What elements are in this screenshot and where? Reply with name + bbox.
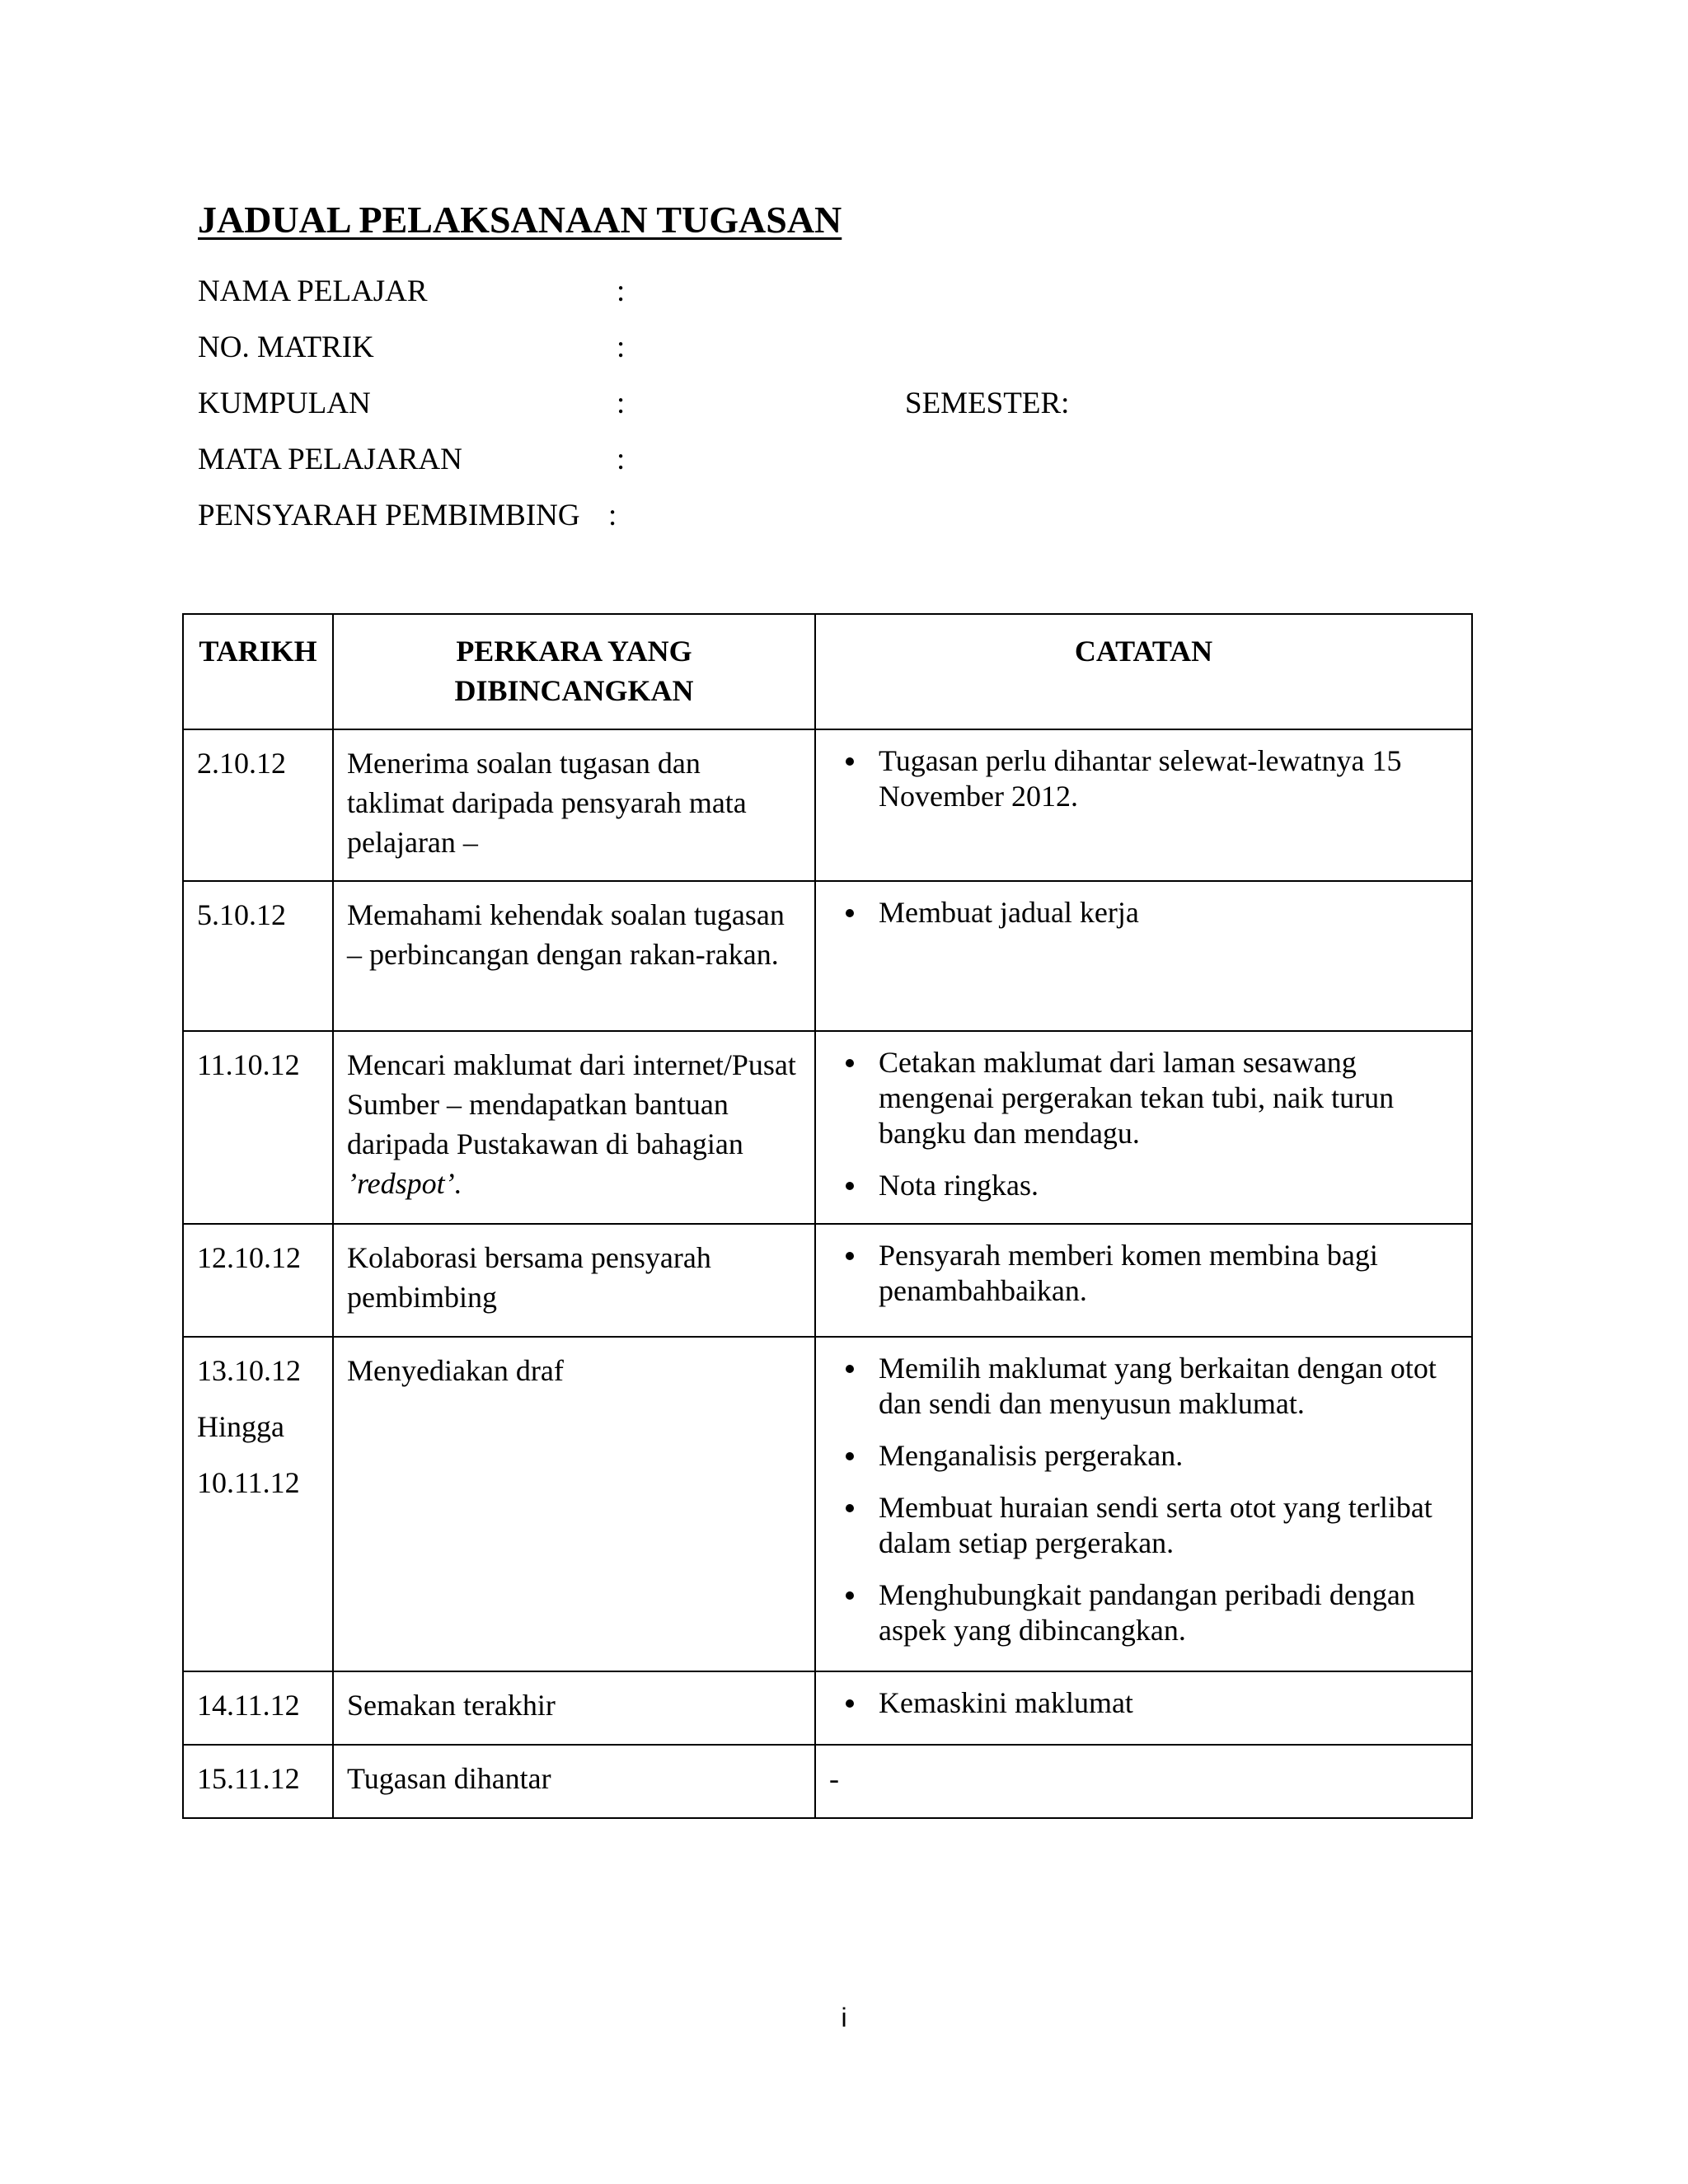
note-item: Kemaskini maklumat xyxy=(879,1685,1458,1721)
note-item: Menganalisis pergerakan. xyxy=(879,1438,1458,1474)
document-title: JADUAL PELAKSANAAN TUGASAN xyxy=(198,199,842,241)
notes-list xyxy=(829,1351,1458,1648)
note-item: Membuat jadual kerja xyxy=(879,895,1458,930)
header-topic: PERKARA YANG DIBINCANGKAN xyxy=(333,614,815,729)
info-label: KUMPULAN xyxy=(198,387,371,420)
table-row xyxy=(183,1745,1472,1818)
notes-cell xyxy=(815,729,1472,881)
info-label: NO. MATRIK xyxy=(198,330,374,364)
info-colon: : xyxy=(617,443,626,476)
info-label: MATA PELAJARAN xyxy=(198,443,462,476)
topic-cell: Kolaborasi bersama pensyarah pembimbing xyxy=(333,1224,815,1337)
notes-cell xyxy=(815,1031,1472,1224)
table-row xyxy=(183,881,1472,1031)
note-item: Pensyarah memberi komen membina bagi penambahbaikan. xyxy=(879,1238,1458,1309)
date-cell: 11.10.12 xyxy=(183,1031,333,1224)
info-label: NAMA PELAJAR xyxy=(198,274,428,308)
date-end: 10.11.12 xyxy=(197,1466,300,1499)
header-notes: CATATAN xyxy=(815,614,1472,729)
note-item: Tugasan perlu dihantar selewat-lewatnya 15 November 2012. xyxy=(879,743,1458,814)
table-row xyxy=(183,1337,1472,1671)
topic-cell: Semakan terakhir xyxy=(333,1671,815,1745)
header-date: TARIKH xyxy=(183,614,333,729)
schedule-table xyxy=(182,613,1473,1819)
note-item: Memilih maklumat yang berkaitan dengan otot dan sendi dan menyusun maklumat. xyxy=(879,1351,1458,1422)
date-cell xyxy=(183,1337,333,1671)
topic-cell: Memahami kehendak soalan tugasan – perbincangan dengan rakan-rakan. xyxy=(333,881,815,1031)
info-colon: : xyxy=(617,387,626,420)
page-number: i xyxy=(841,2003,847,2032)
note-item: Nota ringkas. xyxy=(879,1168,1458,1203)
topic-italic-text: ’redspot’. xyxy=(347,1167,462,1200)
notes-list xyxy=(829,895,1458,930)
info-colon: : xyxy=(608,499,617,532)
info-label: PENSYARAH PEMBIMBING xyxy=(198,499,580,532)
date-cell: 5.10.12 xyxy=(183,881,333,1031)
notes-list xyxy=(829,1685,1458,1721)
topic-cell: Menerima soalan tugasan dan taklimat daripada pensyarah mata pelajaran – xyxy=(333,729,815,881)
date-range-word: Hingga xyxy=(197,1410,284,1443)
note-item: Menghubungkait pandangan peribadi dengan aspek yang dibincangkan. xyxy=(879,1577,1458,1648)
notes-cell: - xyxy=(815,1745,1472,1818)
note-item: Cetakan maklumat dari laman sesawang mengenai pergerakan tekan tubi, naik turun bangku dan mendagu. xyxy=(879,1045,1458,1151)
date-cell: 12.10.12 xyxy=(183,1224,333,1337)
date-cell: 14.11.12 xyxy=(183,1671,333,1745)
notes-cell xyxy=(815,1224,1472,1337)
date-cell: 15.11.12 xyxy=(183,1745,333,1818)
notes-cell xyxy=(815,1337,1472,1671)
notes-cell xyxy=(815,1671,1472,1745)
topic-cell: Menyediakan draf xyxy=(333,1337,815,1671)
info-colon: : xyxy=(617,330,626,364)
table-row xyxy=(183,1031,1472,1224)
table-row xyxy=(183,1671,1472,1745)
date-start: 13.10.12 xyxy=(197,1354,301,1387)
notes-list xyxy=(829,743,1458,814)
topic-cell xyxy=(333,1031,815,1224)
table-row xyxy=(183,1224,1472,1337)
table-row xyxy=(183,729,1472,881)
info-colon: : xyxy=(617,274,626,308)
notes-list xyxy=(829,1045,1458,1203)
note-item: Membuat huraian sendi serta otot yang terlibat dalam setiap pergerakan. xyxy=(879,1490,1458,1561)
topic-cell: Tugasan dihantar xyxy=(333,1745,815,1818)
topic-text: Mencari maklumat dari internet/Pusat Sumber – mendapatkan bantuan daripada Pustakawan di bahagian xyxy=(347,1048,796,1160)
notes-cell xyxy=(815,881,1472,1031)
date-cell: 2.10.12 xyxy=(183,729,333,881)
notes-list xyxy=(829,1238,1458,1309)
semester-label: SEMESTER: xyxy=(905,387,1070,420)
table-header-row xyxy=(183,614,1472,729)
